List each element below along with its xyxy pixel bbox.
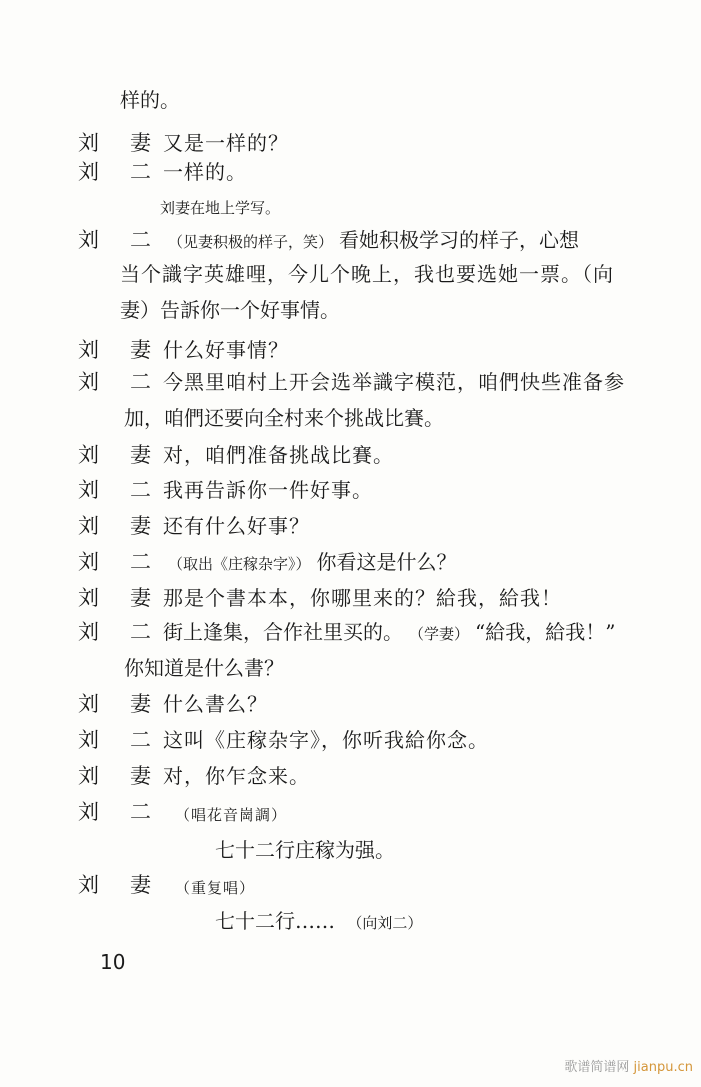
speaker-name: 二 xyxy=(130,620,151,644)
stage-direction: 刘妻在地上学写。 xyxy=(160,199,281,217)
speaker-name: 二 xyxy=(130,728,151,752)
speaker-name: 二 xyxy=(130,478,151,502)
song-lyric: 七十二行…… xyxy=(215,909,335,933)
watermark-en: jianpu.cn xyxy=(633,1060,693,1075)
dialogue-text: 那是个書本本，你哪里来的？給我，給我！ xyxy=(163,586,562,610)
page-number: 10 xyxy=(100,950,126,974)
speaker-name: 二 xyxy=(130,160,151,184)
speaker-name: 刘 xyxy=(78,620,99,644)
speaker-name: 刘 xyxy=(78,370,99,394)
dialogue-text: 还有什么好事？ xyxy=(163,514,310,538)
speaker-name: 刘 xyxy=(78,514,99,538)
speaker-name: 妻 xyxy=(130,131,151,155)
dialogue-continuation: 当个識字英雄哩，今儿个晚上，我也要选她一票。（向 xyxy=(120,262,614,286)
dialogue-text-group xyxy=(168,550,457,576)
speaker-name: 刘 xyxy=(78,873,99,897)
song-lyric: 七十二行庄稼为强。 xyxy=(215,838,395,862)
speaker-name: 妻 xyxy=(130,764,151,788)
speaker-name: 刘 xyxy=(78,160,99,184)
dialogue-text: 我再告訴你一件好事。 xyxy=(163,478,373,502)
dialogue-text: “給我，給我！” xyxy=(475,620,616,644)
stage-direction: （唱花音崗調） xyxy=(175,806,288,824)
dialogue-text: 一样的。 xyxy=(163,160,247,184)
stage-direction: （重复唱） xyxy=(175,879,256,897)
speaker-name: 刘 xyxy=(78,550,99,574)
stage-direction: （见妻积极的样子，笑） xyxy=(168,233,334,251)
dialogue-continuation: 你知道是什么書？ xyxy=(124,656,284,680)
dialogue-continuation: 加，咱們还要向全村来个挑战比賽。 xyxy=(124,406,444,430)
dialogue-text: 街上逢集，合作社里买的。 xyxy=(163,620,403,644)
speaker-name: 刘 xyxy=(78,338,99,362)
stage-direction: （取出《庄稼杂字》） xyxy=(168,555,311,573)
speaker-name: 妻 xyxy=(130,873,151,897)
dialogue-continuation: 妻）告訴你一个好事情。 xyxy=(120,298,340,322)
dialogue-text: 看她积极学习的样子，心想 xyxy=(339,228,580,252)
speaker-name: 妻 xyxy=(130,692,151,716)
dialogue-text-group xyxy=(163,620,615,646)
speaker-name: 妻 xyxy=(130,443,151,467)
song-lyric-line xyxy=(215,909,422,935)
speaker-name: 刘 xyxy=(78,228,99,252)
speaker-name: 二 xyxy=(130,800,151,824)
speaker-name: 刘 xyxy=(78,131,99,155)
speaker-name: 刘 xyxy=(78,728,99,752)
speaker-name: 刘 xyxy=(78,443,99,467)
dialogue-text: 今黑里咱村上开会选举識字模范，咱們快些准备参 xyxy=(163,370,625,394)
dialogue-text: 你看这是什么？ xyxy=(316,550,457,574)
speaker-name: 妻 xyxy=(130,338,151,362)
speaker-name: 二 xyxy=(130,370,151,394)
dialogue-text: 什么書么？ xyxy=(163,692,268,716)
dialogue-text: 又是一样的？ xyxy=(163,131,289,155)
stage-direction: （学妻） xyxy=(409,625,470,643)
speaker-name: 二 xyxy=(130,228,151,252)
speaker-name: 刘 xyxy=(78,764,99,788)
speaker-name: 二 xyxy=(130,550,151,574)
speaker-name: 妻 xyxy=(130,586,151,610)
speaker-name: 刘 xyxy=(78,478,99,502)
speaker-name: 刘 xyxy=(78,692,99,716)
speaker-name: 刘 xyxy=(78,800,99,824)
stage-direction: （向刘二） xyxy=(347,914,423,932)
watermark xyxy=(564,1056,693,1075)
dialogue-text-group xyxy=(168,228,579,254)
dialogue-continuation: 样的。 xyxy=(120,88,180,112)
watermark-cn: 歌谱简谱网 xyxy=(564,1060,630,1075)
dialogue-text: 什么好事情？ xyxy=(163,338,289,362)
speaker-name: 刘 xyxy=(78,586,99,610)
dialogue-text: 对，你乍念来。 xyxy=(163,764,310,788)
dialogue-text: 对，咱們准备挑战比賽。 xyxy=(163,443,394,467)
speaker-name: 妻 xyxy=(130,514,151,538)
dialogue-text: 这叫《庄稼杂字》，你听我給你念。 xyxy=(163,728,489,752)
